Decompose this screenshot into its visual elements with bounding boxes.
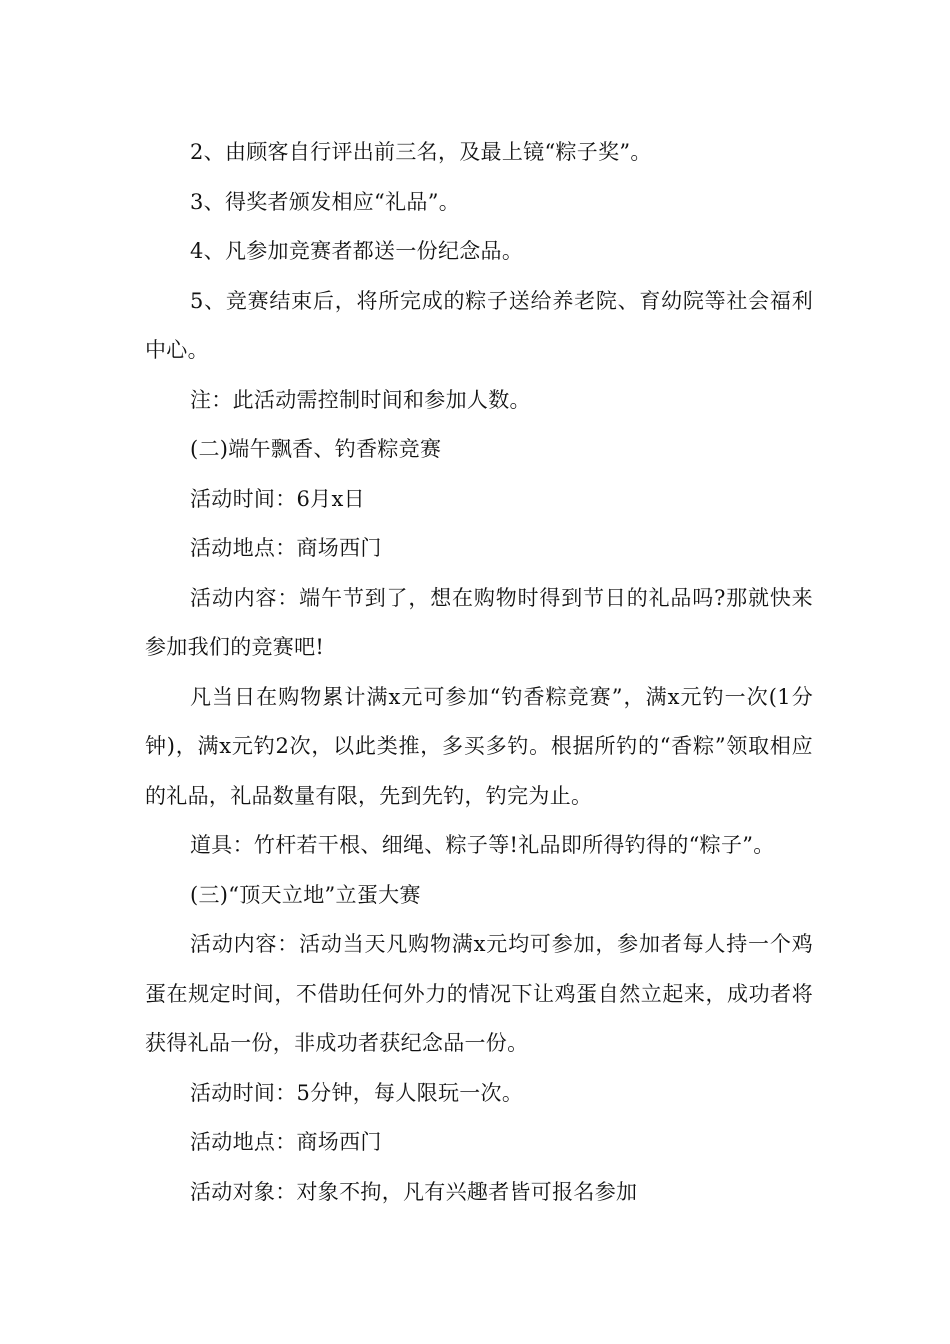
paragraph-prize-rules-5: 5、竞赛结束后，将所完成的粽子送给养老院、育幼院等社会福利中心。 xyxy=(145,288,813,362)
section-heading-3: (三)“顶天立地”立蛋大赛 xyxy=(190,882,421,907)
paragraph-egg-content: 活动内容：活动当天凡购物满x元均可参加，参加者每人持一个鸡蛋在规定时间，不借助任何外力的情况下让鸡蛋自然立起来，成功者将获得礼品一份，非成功者获纪念品一份。 xyxy=(145,932,813,1055)
section-heading-2: (二)端午飘香、钓香粽竞赛 xyxy=(190,437,442,461)
paragraph-event-location: 活动地点：商场西门 xyxy=(190,536,382,560)
paragraph-egg-audience: 活动对象：对象不拘，凡有兴趣者皆可报名参加 xyxy=(190,1179,638,1204)
paragraph-event-content: 活动内容：端午节到了，想在购物时得到节日的礼品吗?那就快来参加我们的竞赛吧! xyxy=(145,585,813,659)
paragraph-egg-location: 活动地点：商场西门 xyxy=(190,1130,382,1154)
paragraph-event-time: 活动时间：6月x日 xyxy=(190,486,365,511)
paragraph-egg-time: 活动时间：5分钟，每人限玩一次。 xyxy=(190,1080,524,1105)
paragraph-props: 道具：竹杆若干根、细绳、粽子等!礼品即所得钓得的“粽子”。 xyxy=(190,833,775,857)
paragraph-prize-rules-2: 2、由顾客自行评出前三名，及最上镜“粽子奖”。 xyxy=(190,140,652,164)
paragraph-event-details: 凡当日在购物累计满x元可参加“钓香粽竞赛”，满x元钓一次(1分钟)，满x元钓2次，以此类推，多买多钓。根据所钓的“香粽”领取相应的礼品，礼品数量有限，先到先钓，钓完为止。 xyxy=(145,684,813,808)
paragraph-note: 注：此活动需控制时间和参加人数。 xyxy=(190,387,531,412)
paragraph-prize-rules-4: 4、凡参加竞赛者都送一份纪念品。 xyxy=(190,239,524,263)
document-body xyxy=(145,128,813,1217)
paragraph-prize-rules-3: 3、得奖者颁发相应“礼品”。 xyxy=(190,189,461,214)
